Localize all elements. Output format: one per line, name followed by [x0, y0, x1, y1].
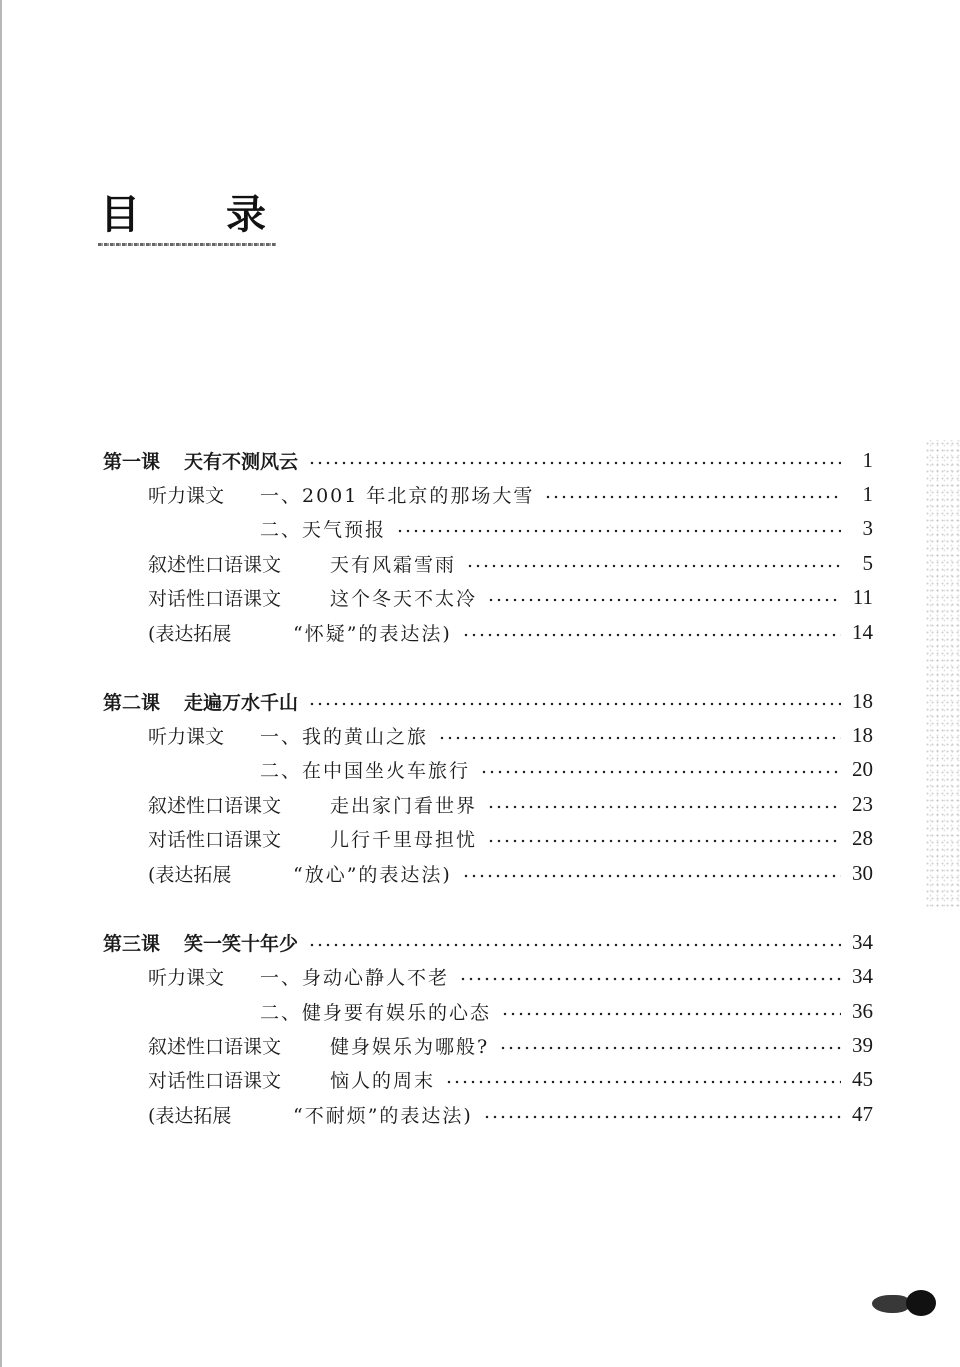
- page-number: 34: [852, 929, 873, 954]
- entry-category: 对话性口语课文: [148, 587, 282, 610]
- entry-label: [148, 722, 428, 749]
- entry-title: 这个冬天不太冷: [330, 587, 478, 610]
- entry-category: 对话性口语课文: [148, 828, 282, 851]
- page-number: 28: [852, 825, 873, 850]
- toc-entry[interactable]: [260, 754, 873, 784]
- entry-label: [148, 1066, 435, 1093]
- entry-category: 对话性口语课文: [148, 1069, 282, 1092]
- entry-title: 恼人的周末: [330, 1069, 436, 1092]
- entry-title: 一、我的黄山之旅: [260, 725, 429, 748]
- dot-leader: [487, 582, 841, 612]
- lesson-title: 天有不测风云: [184, 450, 299, 473]
- entry-title: 走出家门看世界: [330, 794, 478, 817]
- toc-entry[interactable]: [148, 548, 873, 578]
- dot-leader: [308, 445, 841, 475]
- entry-title: “不耐烦”的表达法): [293, 1104, 473, 1127]
- entry-category: 叙述性口语课文: [148, 794, 282, 817]
- toc-entry[interactable]: [260, 513, 873, 543]
- toc-entry[interactable]: [148, 789, 873, 819]
- entry-category: 叙述性口语课文: [148, 553, 282, 576]
- page-number: 14: [852, 619, 873, 644]
- entry-category: (表达拓展: [148, 1104, 232, 1127]
- dot-leader: [466, 548, 841, 578]
- dot-leader: [462, 617, 841, 647]
- dot-leader: [501, 996, 841, 1026]
- toc-lesson-3[interactable]: [103, 927, 873, 957]
- lesson-heading: [103, 447, 298, 474]
- entry-label: [148, 481, 534, 508]
- page-number: 20: [852, 756, 873, 781]
- dot-leader: [480, 754, 841, 784]
- page-number: 30: [852, 860, 873, 885]
- dot-leader: [308, 686, 841, 716]
- entry-category: 听力课文: [148, 966, 225, 989]
- entry-title: 二、在中国坐火车旅行: [260, 759, 471, 782]
- page-title: [100, 192, 300, 242]
- toc-entry[interactable]: [148, 1099, 873, 1129]
- entry-title: 一、身动心静人不老: [260, 966, 450, 989]
- entry-title: 一、2001 年北京的那场大雪: [260, 484, 535, 507]
- entry-label: [148, 1032, 489, 1059]
- entry-title: 二、天气预报: [260, 518, 387, 541]
- page-number: 34: [852, 963, 873, 988]
- entry-category: 听力课文: [148, 725, 225, 748]
- toc-entry[interactable]: [148, 1030, 873, 1060]
- lesson-number: 第一课: [103, 450, 161, 473]
- page-left-edge: [0, 0, 2, 1367]
- toc-entry[interactable]: [148, 858, 873, 888]
- page-number: 5: [862, 550, 873, 575]
- entry-label: [260, 515, 386, 542]
- entry-title: 儿行千里母担忧: [330, 828, 478, 851]
- page-number: 45: [852, 1066, 873, 1091]
- lesson-number: 第二课: [103, 691, 161, 714]
- stamp-blob: [872, 1295, 910, 1313]
- toc-lesson-2[interactable]: [103, 686, 873, 716]
- dot-leader: [487, 823, 841, 853]
- entry-category: (表达拓展: [148, 622, 232, 645]
- toc-entry[interactable]: [148, 479, 873, 509]
- entry-label: [148, 550, 456, 577]
- entry-title: 天有风霜雪雨: [330, 553, 457, 576]
- entry-label: [148, 791, 477, 818]
- title-char-lu: 录: [226, 192, 266, 238]
- lesson-title: 走遍万水千山: [184, 691, 299, 714]
- toc-entry[interactable]: [148, 1064, 873, 1094]
- dot-leader: [459, 961, 841, 991]
- entry-title: 健身娱乐为哪般?: [330, 1035, 490, 1058]
- scan-noise: [925, 440, 960, 910]
- page-number: 18: [852, 722, 873, 747]
- lesson-heading: [103, 688, 298, 715]
- dot-leader: [483, 1099, 841, 1129]
- dot-leader: [487, 789, 841, 819]
- dot-leader: [499, 1030, 841, 1060]
- page-number: 36: [852, 998, 873, 1023]
- title-char-mu: 目: [100, 192, 140, 238]
- dot-leader: [438, 720, 841, 750]
- entry-label: [260, 756, 470, 783]
- entry-title: “放心”的表达法): [293, 863, 452, 886]
- dot-leader: [445, 1064, 841, 1094]
- toc-entry[interactable]: [148, 617, 873, 647]
- entry-label: [148, 619, 452, 646]
- entry-label: [148, 963, 449, 990]
- toc-entry[interactable]: [148, 823, 873, 853]
- dot-leader: [544, 479, 841, 509]
- lesson-number: 第三课: [103, 932, 161, 955]
- dot-leader: [396, 513, 841, 543]
- entry-category: 听力课文: [148, 484, 225, 507]
- dot-leader: [462, 858, 841, 888]
- page-number: 23: [852, 791, 873, 816]
- page-number: 47: [852, 1101, 873, 1126]
- lesson-heading: [103, 929, 298, 956]
- page-number: 3: [862, 515, 873, 540]
- toc-entry[interactable]: [148, 720, 873, 750]
- toc-entry[interactable]: [260, 996, 873, 1026]
- page-number: 1: [862, 481, 873, 506]
- stamp-blob: [906, 1290, 936, 1316]
- entry-title: 二、健身要有娱乐的心态: [260, 1001, 492, 1024]
- toc-entry[interactable]: [148, 961, 873, 991]
- entry-label: [148, 1101, 473, 1128]
- lesson-title: 笑一笑十年少: [184, 932, 299, 955]
- entry-label: [148, 860, 452, 887]
- entry-category: (表达拓展: [148, 863, 232, 886]
- toc-lesson-1[interactable]: [103, 445, 873, 475]
- dot-leader: [308, 927, 841, 957]
- entry-title: “怀疑”的表达法): [293, 622, 452, 645]
- page-number-stamp: [872, 1290, 936, 1316]
- entry-label: [148, 825, 477, 852]
- page-number: 1: [862, 447, 873, 472]
- title-underline: [98, 243, 276, 246]
- entry-category: 叙述性口语课文: [148, 1035, 282, 1058]
- page-number: 39: [852, 1032, 873, 1057]
- entry-label: [148, 584, 477, 611]
- toc-entry[interactable]: [148, 582, 873, 612]
- page-number: 18: [852, 688, 873, 713]
- page-number: 11: [852, 584, 873, 609]
- entry-label: [260, 998, 491, 1025]
